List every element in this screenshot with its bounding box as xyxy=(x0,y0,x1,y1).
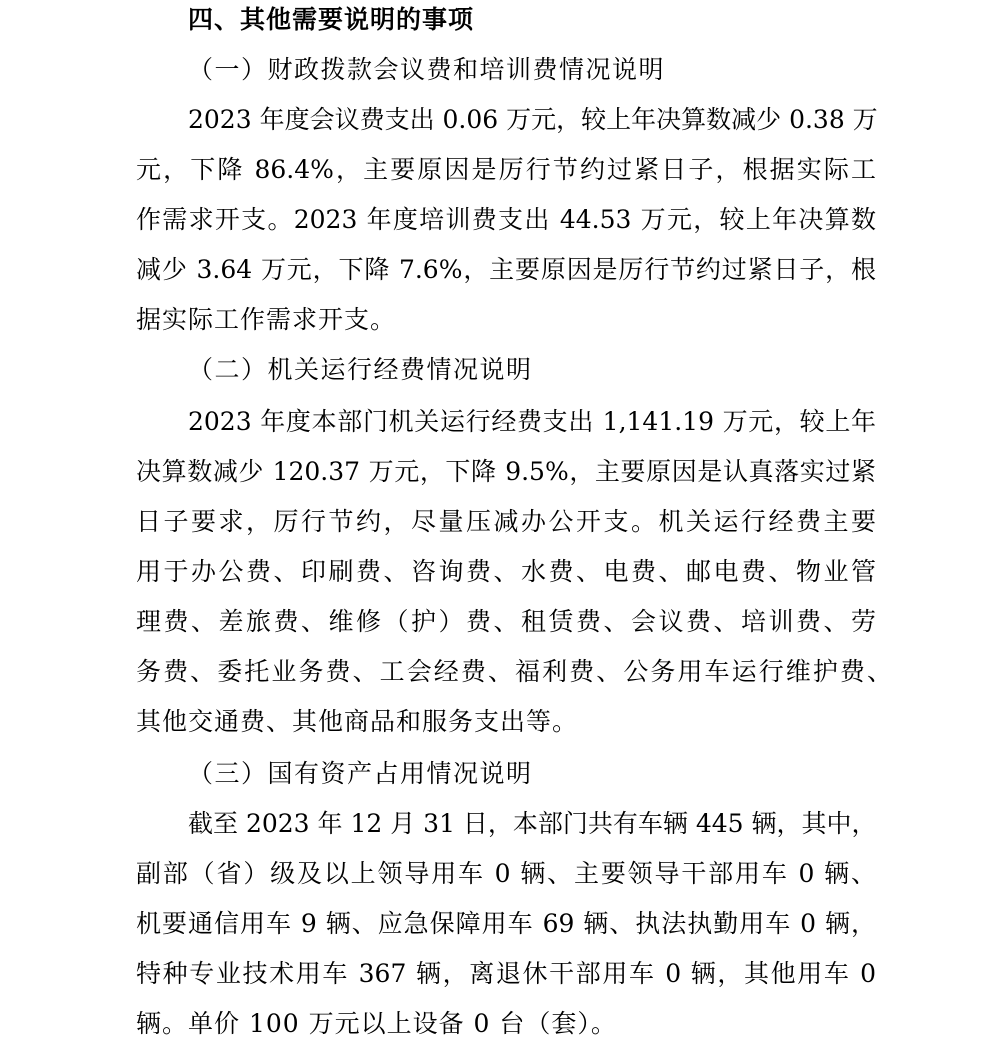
paragraph-line: 务费、委托业务费、工会经费、福利费、公务用车运行维护费、 xyxy=(136,657,892,686)
subsection-title-state-assets: （三）国有资产占用情况说明 xyxy=(188,759,533,788)
paragraph-line: 用于办公费、印刷费、咨询费、水费、电费、邮电费、物业管 xyxy=(136,557,876,586)
paragraph-line: 辆。单价 100 万元以上设备 0 台（套）。 xyxy=(136,1009,617,1038)
section-heading: 四、其他需要说明的事项 xyxy=(188,5,475,34)
paragraph-line: 作需求开支。2023 年度培训费支出 44.53 万元，较上年决算数 xyxy=(136,205,876,234)
subsection-title-meeting-training-fees: （一）财政拨款会议费和培训费情况说明 xyxy=(188,55,666,84)
paragraph-line: 副部（省）级及以上领导用车 0 辆、主要领导干部用车 0 辆、 xyxy=(136,859,876,888)
paragraph-line: 决算数减少 120.37 万元，下降 9.5%，主要原因是认真落实过紧 xyxy=(136,457,876,486)
subsection-title-operating-expenses: （二）机关运行经费情况说明 xyxy=(188,355,533,384)
paragraph-line: 2023 年度本部门机关运行经费支出 1,141.19 万元，较上年 xyxy=(188,407,876,436)
paragraph-line: 截至 2023 年 12 月 31 日，本部门共有车辆 445 辆，其中， xyxy=(188,809,877,838)
paragraph-line: 理费、差旅费、维修（护）费、租赁费、会议费、培训费、劳 xyxy=(136,607,876,636)
paragraph-line: 元，下降 86.4%，主要原因是厉行节约过紧日子，根据实际工 xyxy=(136,155,876,184)
paragraph-line: 特种专业技术用车 367 辆，离退休干部用车 0 辆，其他用车 0 xyxy=(136,959,876,988)
paragraph-line: 日子要求，厉行节约，尽量压减办公开支。机关运行经费主要 xyxy=(136,507,876,536)
paragraph-line: 其他交通费、其他商品和服务支出等。 xyxy=(136,707,579,736)
paragraph-line: 减少 3.64 万元，下降 7.6%，主要原因是厉行节约过紧日子，根 xyxy=(136,255,876,284)
paragraph-line: 机要通信用车 9 辆、应急保障用车 69 辆、执法执勤用车 0 辆， xyxy=(136,909,876,938)
paragraph-line: 2023 年度会议费支出 0.06 万元，较上年决算数减少 0.38 万 xyxy=(188,105,878,134)
paragraph-line: 据实际工作需求开支。 xyxy=(136,305,397,334)
